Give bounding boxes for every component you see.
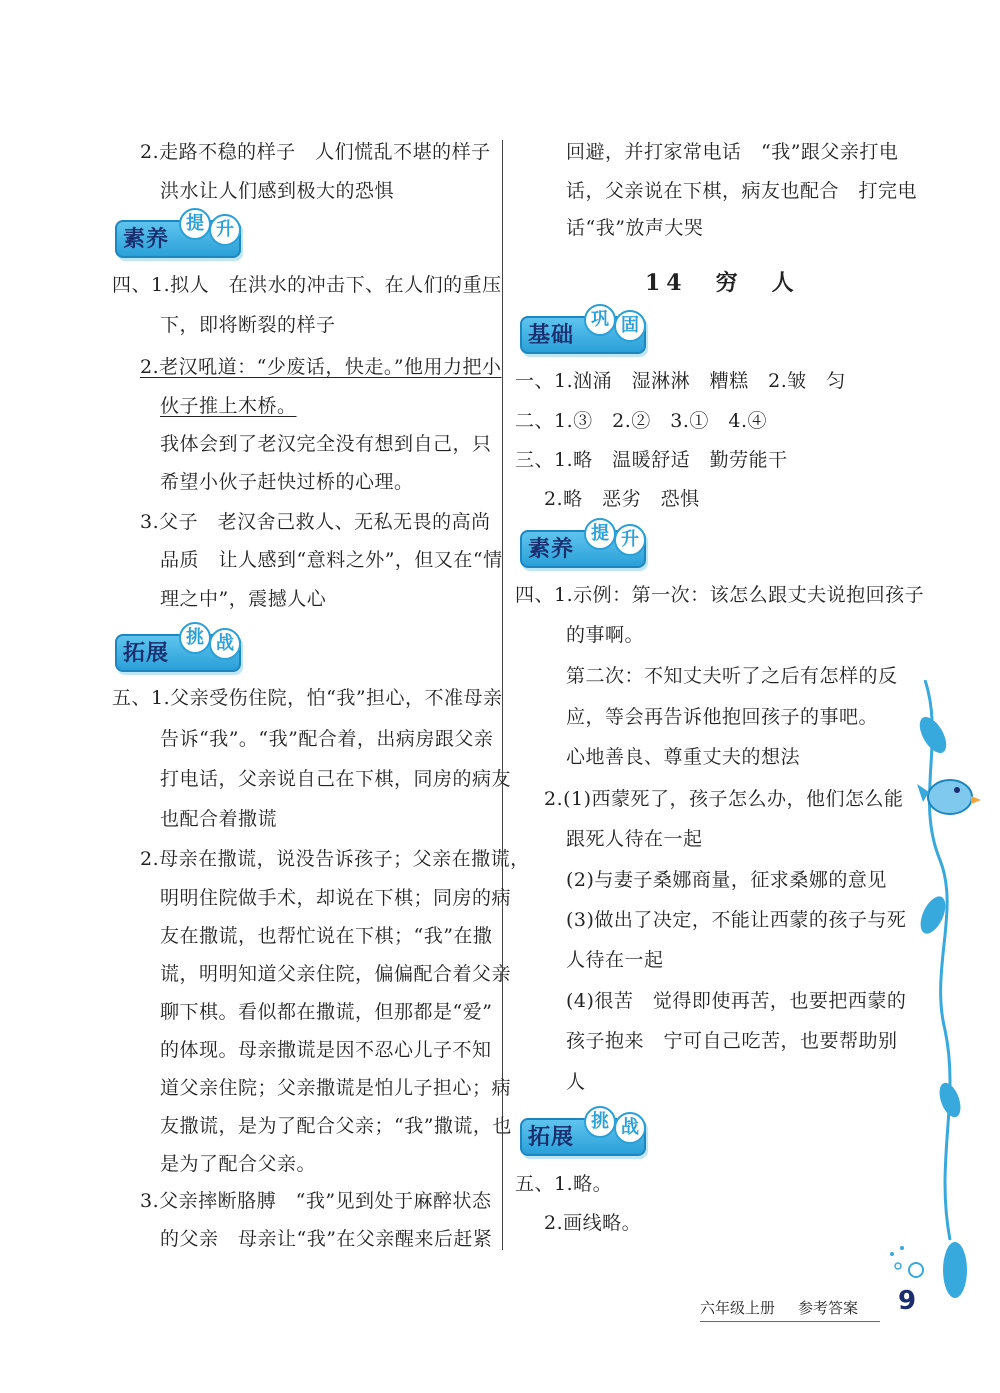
badge-jichu-gonggu	[520, 306, 650, 352]
badge-main-text: 素养	[528, 537, 575, 562]
badge-bubble-1: 巩	[584, 304, 616, 336]
right-line-9: 的事啊。	[566, 624, 645, 646]
left-line-22: 道父亲住院；父亲撒谎是怕儿子担心；病	[160, 1077, 512, 1099]
right-line-11: 应，等会再告诉他抱回孩子的事吧。	[566, 706, 879, 728]
left-line-21: 的体现。母亲撒谎是因不忍心儿子不知	[160, 1039, 492, 1061]
sun-stars-icon	[878, 1240, 928, 1290]
left-line-25: 3.父亲摔断胳膊 “我”见到处于麻醉状态	[140, 1190, 492, 1212]
right-line-12: 心地善良、尊重丈夫的想法	[566, 746, 801, 768]
badge-bubble-1: 提	[179, 208, 211, 240]
left-line-14: 打电话，父亲说自己在下棋，同房的病友	[160, 768, 512, 790]
right-line-4: 一、1.汹涌 湿淋淋 糟糕 2.皱 匀	[515, 370, 846, 392]
footer-answers: 参考答案	[798, 1299, 859, 1317]
footer-rule	[700, 1321, 880, 1322]
left-line-15: 也配合着撒谎	[160, 808, 278, 830]
left-line-6: 伙子推上木桥。	[160, 395, 297, 417]
left-line-26: 的父亲 母亲让“我”在父亲醒来后赶紧	[160, 1228, 493, 1250]
right-line-13: 2.(1)西蒙死了，孩子怎么办，他们怎么能	[544, 788, 904, 810]
left-line-10: 品质 让人感到“意料之外”，但又在“情	[160, 549, 503, 571]
right-line-17: 人待在一起	[566, 949, 664, 971]
page-number: 9	[897, 1286, 917, 1316]
left-line-20: 聊下棋。看似都在撒谎，但那都是“爱”	[160, 1001, 493, 1023]
left-line-24: 是为了配合父亲。	[160, 1153, 317, 1175]
badge-main-text: 基础	[528, 323, 575, 348]
right-line-19: 孩子抱来 宁可自己吃苦，也要帮助别	[566, 1030, 898, 1052]
right-line-2: 话，父亲说在下棋，病友也配合 打完电	[566, 180, 918, 202]
right-line-3: 话“我”放声大哭	[566, 217, 704, 239]
right-line-5: 二、1.③ 2.② 3.① 4.④	[515, 410, 768, 432]
right-line-8: 四、1.示例：第一次：该怎么跟丈夫说抱回孩子	[515, 584, 925, 606]
left-line-23: 友撒谎，是为了配合父亲；“我”撒谎，也	[160, 1115, 512, 1137]
left-line-5: 2.老汉吼道：“少废话，快走。”他用力把小	[140, 356, 502, 378]
left-line-16: 2.母亲在撒谎，说没告诉孩子；父亲在撒谎，	[140, 848, 530, 870]
right-line-14: 跟死人待在一起	[566, 828, 703, 850]
right-line-15: (2)与妻子桑娜商量，征求桑娜的意见	[566, 869, 887, 891]
right-line-20: 人	[566, 1071, 586, 1093]
left-line-3: 四、1.拟人 在洪水的冲击下、在人们的重压	[112, 274, 502, 296]
right-line-22: 2.画线略。	[544, 1212, 642, 1234]
right-line-18: (4)很苦 觉得即使再苦，也要把西蒙的	[566, 990, 907, 1012]
badge-bubble-1: 挑	[179, 622, 211, 654]
left-line-19: 谎，明明知道父亲住院，偏偏配合着父亲	[160, 963, 512, 985]
badge-bubble-2: 固	[614, 310, 646, 342]
left-line-2: 洪水让人们感到极大的恐惧	[160, 180, 395, 202]
left-line-18: 友在撒谎，也帮忙说在下棋；“我”在撒	[160, 925, 493, 947]
right-line-1: 回避，并打家常电话 “我”跟父亲打电	[566, 141, 899, 163]
badge-main-text: 拓展	[123, 641, 170, 666]
badge-bubble-2: 战	[614, 1112, 646, 1144]
right-line-21: 五、1.略。	[515, 1173, 613, 1195]
left-line-9: 3.父子 老汉舍己救人、无私无畏的高尚	[140, 511, 491, 533]
left-line-17: 明明住院做手术，却说在下棋；同房的病	[160, 887, 512, 909]
left-line-7: 我体会到了老汉完全没有想到自己，只	[160, 433, 492, 455]
badge-bubble-2: 升	[209, 214, 241, 246]
footer-grade: 六年级上册	[700, 1299, 776, 1317]
badge-main-text: 素养	[123, 227, 170, 252]
badge-main-text: 拓展	[528, 1125, 575, 1150]
right-line-10: 第二次：不知丈夫听了之后有怎样的反	[566, 665, 898, 687]
left-line-13: 告诉“我”。“我”配合着，出病房跟父亲	[160, 728, 494, 750]
vine-bird-decoration	[905, 680, 985, 1300]
left-line-4: 下，即将断裂的样子	[160, 314, 336, 336]
badge-tuozhan-tiaozhan-right	[520, 1108, 650, 1154]
section-title: 14 穷 人	[645, 270, 800, 296]
badge-bubble-1: 提	[584, 518, 616, 550]
badge-tuozhan-tiaozhan	[115, 624, 245, 670]
badge-bubble-1: 挑	[584, 1106, 616, 1138]
left-line-12: 五、1.父亲受伤住院，怕“我”担心，不准母亲	[112, 687, 503, 709]
badge-suyang-tisheng	[115, 210, 245, 256]
left-line-11: 理之中”，震撼人心	[160, 588, 327, 610]
left-line-1: 2.走路不稳的样子 人们慌乱不堪的样子	[140, 141, 491, 163]
badge-suyang-tisheng-right	[520, 520, 650, 566]
left-line-8: 希望小伙子赶快过桥的心理。	[160, 471, 414, 493]
badge-bubble-2: 升	[614, 524, 646, 556]
badge-bubble-2: 战	[209, 628, 241, 660]
right-line-6: 三、1.略 温暖舒适 勤劳能干	[515, 449, 788, 471]
right-line-7: 2.略 恶劣 恐惧	[544, 488, 700, 510]
right-line-16: (3)做出了决定，不能让西蒙的孩子与死	[566, 909, 907, 931]
